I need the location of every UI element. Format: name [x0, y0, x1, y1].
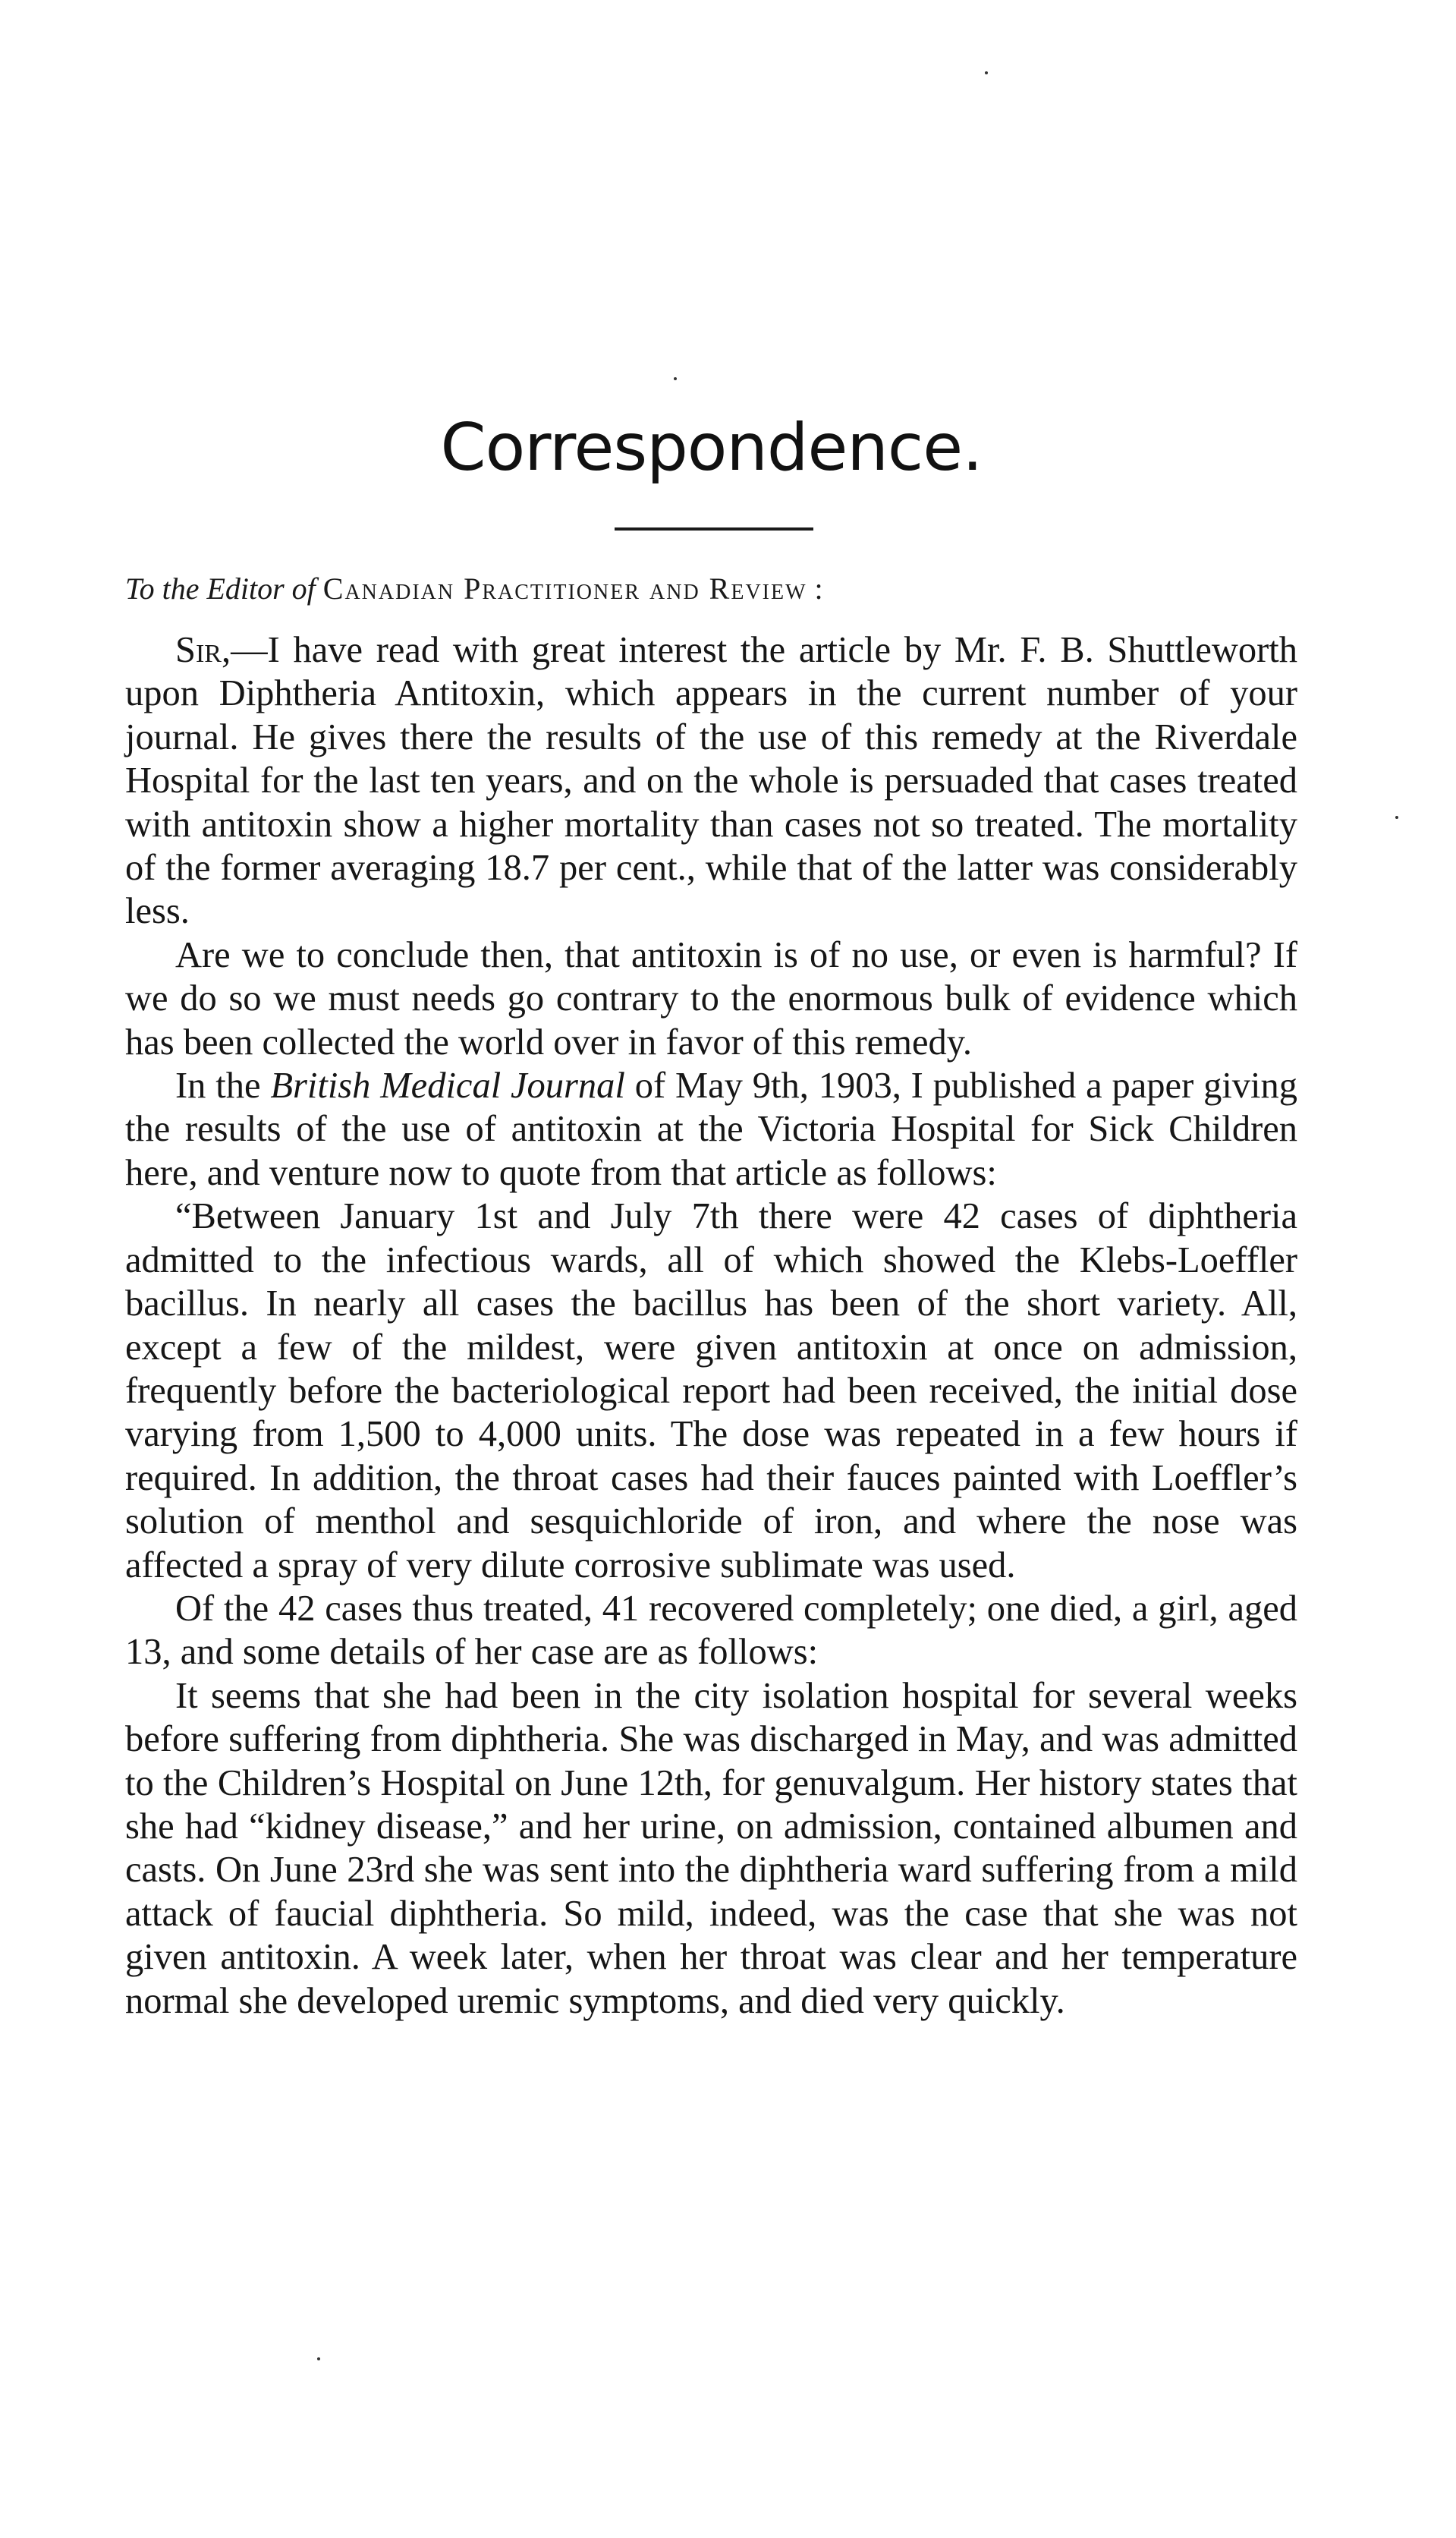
journal-name: Canadian Practitioner and Review	[322, 572, 807, 606]
letter-body	[125, 628, 1297, 2023]
document-page	[125, 0, 1297, 2538]
paragraph-3	[125, 1064, 1297, 1195]
paragraph-4: “Between January 1st and July 7th there were 42 cases of diphtheria admitted to the infectious wards, all of which showed the Klebs-Loeffler bacillus. In nearly all cases the bacillus has been of the short variety. All, except a few of the mildest, were given antitoxin at once on admission, frequently before the bacteriological report had been received, the initial dose varying from 1,500 to 4,000 units. The dose was repeated in a few hours if required. In addition, the throat cases had their fauces painted with Loeffler’s solution of menthol and sesquichloride of iron, and where the nose was affected a spray of very dilute corrosive sublimate was used.	[125, 1196, 1297, 1585]
salutation-suffix: :	[814, 572, 823, 606]
paragraph-text-after: of May 9th, 1903, I published a paper giving the results of the use of antitoxin at the Victoria Hospital for Sick Children here, and venture now to quote from that article as follows:	[125, 1066, 1298, 1193]
print-speck	[1395, 816, 1398, 819]
cited-journal: British Medical Journal	[270, 1066, 625, 1107]
salutation-line	[125, 571, 823, 606]
paragraph-1	[125, 628, 1297, 934]
print-speck	[674, 377, 677, 380]
paragraph-text: ,—I have read with great interest the article by Mr. F. B. Shuttleworth upon Diphtheria Antitoxin, which appears in the current number of your journal. He gives there the results of the use of this remedy at the Riverdale Hospital for the last ten years, and on the whole is persuaded that cases treated with antitoxin show a higher mortality than cases not so treated. The mortality of the former averaging 18.7 per cent., while that of the latter was considerably less.	[125, 630, 1297, 932]
title-divider	[615, 527, 813, 531]
paragraph-5: Of the 42 cases thus treated, 41 recovered completely; one died, a girl, aged 13, and some details of her case are as follows:	[125, 1588, 1297, 1673]
paragraph-lead: Sir	[175, 630, 222, 670]
paragraph-text-before: In the	[175, 1066, 261, 1107]
print-speck	[985, 71, 988, 74]
paragraph-2: Are we to conclude then, that antitoxin is of no use, or even is harmful? If we do so we must needs go contrary to the enormous bulk of evidence which has been collected the world over in favor of this remedy.	[125, 934, 1297, 1063]
print-speck	[317, 2357, 320, 2360]
paragraph-6: It seems that she had been in the city isolation hospital for several weeks before suffering from diphtheria. She was discharged in May, and was admitted to the Children’s Hospital on June 12th, for genuvalgum. Her history states that she had “kidney disease,” and her urine, on admission, contained albumen and casts. On June 23rd she was sent into the diphtheria ward suffering from a mild attack of faucial diphtheria. So mild, indeed, was the case that she was not given antitoxin. A week later, when her throat was clear and her temperature normal she developed uremic symptoms, and died very quickly.	[125, 1675, 1297, 2021]
salutation-prefix: To the Editor of	[125, 572, 316, 606]
page-title: Correspondence.	[440, 410, 983, 486]
